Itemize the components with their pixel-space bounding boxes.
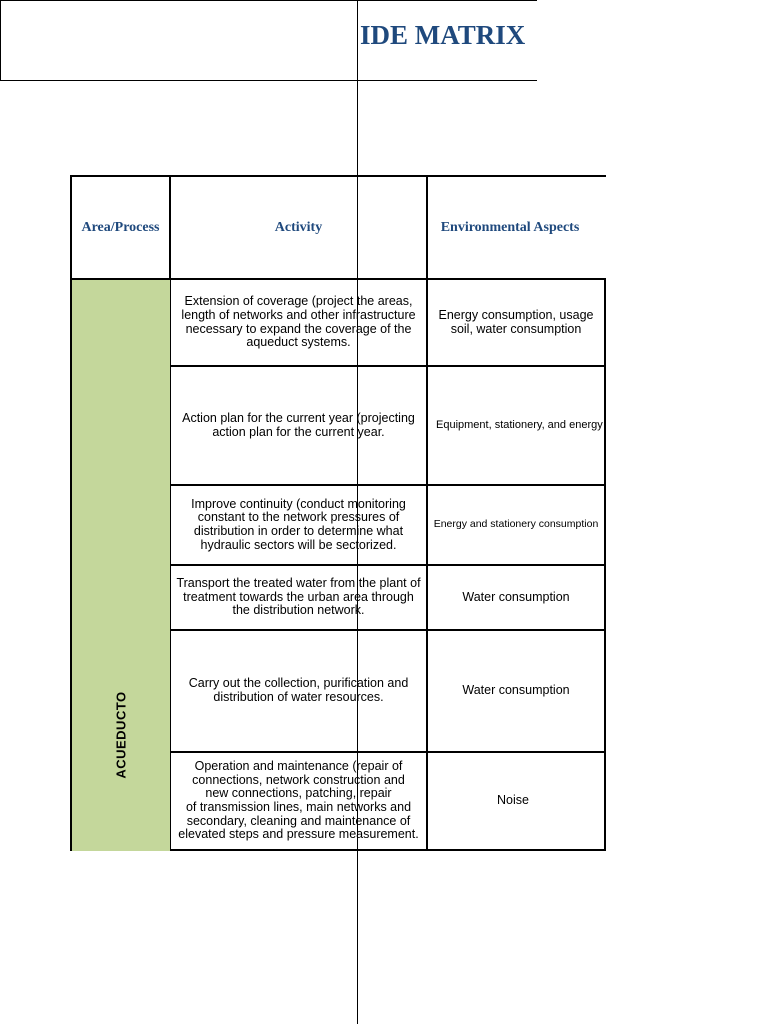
header-activity: Activity bbox=[274, 220, 323, 235]
aspects-cell bbox=[428, 631, 604, 751]
matrix-title: IDE MATRIX bbox=[360, 20, 526, 50]
activity-cell bbox=[171, 753, 426, 849]
activity-text: Extension of coverage (project the areas, length of networks and other infrastructure necessary to expand the coverage of the aqueduct systems. bbox=[181, 294, 416, 350]
title-box bbox=[0, 0, 537, 81]
table-bottom-border bbox=[170, 849, 606, 851]
area-process-label: ACUEDUCTO bbox=[113, 691, 129, 779]
activity-text: Operation and maintenance (repair of connections, network construction and new connections, patching, repair of transmission lines, main networks and secondary, cleaning and maintenance of elevated steps and pressure measurement. bbox=[178, 759, 419, 842]
aspects-text: Energy consumption, usage soil, water consumption bbox=[438, 307, 594, 336]
activity-cell bbox=[171, 631, 426, 751]
activity-cell bbox=[171, 280, 426, 365]
aspects-cell bbox=[428, 280, 604, 365]
header-area-process: Area/Process bbox=[81, 220, 160, 235]
aspects-cell bbox=[428, 367, 604, 484]
aspects-text: Water consumption bbox=[462, 683, 570, 698]
activity-text: Action plan for the current year (projecting action plan for the current year. bbox=[182, 410, 415, 439]
activity-text: Improve continuity (conduct monitoring constant to the network pressures of distribution in order to determine what hydraulic sectors will be sectorized. bbox=[191, 496, 406, 552]
aspects-text: Equipment, stationery, and energy bbox=[436, 418, 603, 431]
activity-cell bbox=[171, 566, 426, 629]
aspects-cell bbox=[428, 486, 604, 564]
activity-cell bbox=[171, 367, 426, 484]
aspects-text: Water consumption bbox=[462, 589, 570, 604]
aspects-cell bbox=[428, 566, 604, 629]
activity-text: Carry out the collection, purification and distribution of water resources. bbox=[188, 676, 409, 704]
header-environmental-aspects: Environmental Aspects bbox=[440, 220, 580, 235]
activity-cell bbox=[171, 486, 426, 564]
table-top-border bbox=[70, 175, 606, 177]
activity-text: Transport the treated water from the plant of treatment towards the urban area through the distribution network. bbox=[176, 576, 421, 618]
aspects-text: Energy and stationery consumption bbox=[433, 518, 599, 531]
table-right-border bbox=[604, 278, 606, 851]
aspects-text: Noise bbox=[497, 793, 529, 808]
aspects-cell bbox=[428, 753, 604, 849]
